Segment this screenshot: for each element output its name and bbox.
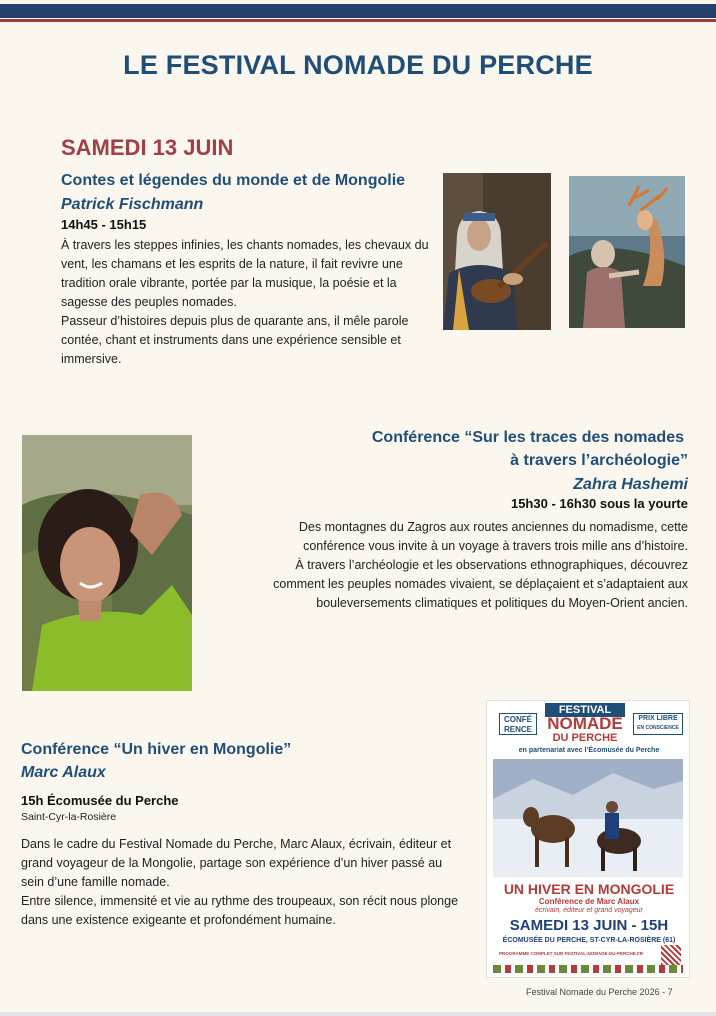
poster-nomade: NOMADE bbox=[547, 714, 623, 733]
event3-title: Conférence “Un hiver en Mongolie” bbox=[21, 741, 292, 758]
event2-line: À travers l’archéologie et les observations ethnographiques, découvrez bbox=[295, 558, 688, 572]
event2-title-line2: à travers l’archéologie” bbox=[510, 452, 688, 469]
portrait-image bbox=[22, 435, 192, 691]
event2-line: conférence vous invite à un voyage à travers trois mille ans d’histoire. bbox=[303, 539, 688, 553]
poster-role: écrivain, éditeur et grand voyageur bbox=[535, 907, 643, 914]
event2-time: 15h30 - 16h30 sous la yourte bbox=[510, 496, 688, 511]
poster-headline: UN HIVER EN MONGOLIE bbox=[503, 881, 675, 897]
event2-line: comment les peuples nomades vivaient, se déplaçaient et s’adaptaient aux bbox=[273, 577, 688, 591]
qr-code-icon bbox=[661, 945, 681, 965]
photo-zahra-hashemi bbox=[22, 435, 192, 691]
event3-line: dans une existence exigeante et profondément humaine. bbox=[21, 913, 336, 927]
event1-line: immersive. bbox=[61, 352, 122, 366]
page-footer: Festival Nomade du Perche 2026 - 7 bbox=[526, 987, 673, 997]
event3-description bbox=[21, 835, 471, 930]
event3-time: 15h Écomusée du Perche bbox=[21, 793, 179, 808]
event2-title-line1: Conférence “Sur les traces des nomades bbox=[371, 429, 684, 446]
poster-program: PROGRAMME COMPLET SUR FESTIVAL-NOMADE-DU-PERCHE.FR bbox=[499, 951, 643, 956]
poster-date: SAMEDI 13 JUIN - 15H bbox=[509, 917, 669, 934]
poster-du-perche: DU PERCHE bbox=[552, 732, 618, 744]
day-heading: SAMEDI 13 JUIN bbox=[61, 135, 234, 160]
event1-line: tradition orale vibrante, portée par la musique, la poésie et la bbox=[61, 276, 397, 290]
poster-badge-conference: CONFÉ RENCE bbox=[499, 713, 537, 735]
page-title: LE FESTIVAL NOMADE DU PERCHE bbox=[123, 50, 593, 80]
event1-line: Passeur d’histoires depuis plus de quarante ans, il mêle parole bbox=[61, 314, 409, 328]
event1-line: vent, les chamans et les esprits de la nature, il fait revivre une bbox=[61, 257, 403, 271]
event1-description bbox=[61, 236, 441, 369]
poster-venue: ÉCOMUSÉE DU PERCHE, ST-CYR-LA-ROSIÈRE (61) bbox=[502, 937, 676, 944]
event3-line: Dans le cadre du Festival Nomade du Perche, Marc Alaux, écrivain, éditeur et bbox=[21, 837, 452, 851]
event2-speaker: Zahra Hashemi bbox=[573, 476, 688, 493]
photo-reindeer-performance bbox=[569, 176, 685, 328]
event1-title: Contes et légendes du monde et de Mongolie bbox=[61, 172, 406, 189]
event1-line: contée, chant et instruments dans une expérience sensible et bbox=[61, 333, 401, 347]
event3-line: Entre silence, immensité et vie au rythme des troupeaux, son récit nous plonge bbox=[21, 894, 459, 908]
event3-line: sein d’une famille nomade. bbox=[21, 875, 170, 889]
event3-place: Saint-Cyr-la-Rosière bbox=[21, 811, 117, 823]
mongolia-horse-image bbox=[493, 759, 683, 877]
event3-line: grand voyageur de la Mongolie, partage son expérience d’un hiver passé au bbox=[21, 856, 443, 870]
poster-festival: FESTIVAL bbox=[545, 703, 625, 717]
event3-speaker: Marc Alaux bbox=[21, 764, 106, 781]
event1-time: 14h45 - 15h15 bbox=[61, 217, 147, 232]
poster-photo bbox=[493, 759, 683, 877]
poster-conference: Conférence de Marc Alaux bbox=[538, 897, 640, 906]
event-poster bbox=[486, 700, 690, 978]
header-accent-line bbox=[0, 19, 716, 22]
event1-speaker: Patrick Fischmann bbox=[61, 196, 204, 213]
poster-badge-prix-libre: PRIX LIBRE EN CONSCIENCE bbox=[633, 713, 683, 735]
event1-line: À travers les steppes infinies, les chants nomades, les chevaux du bbox=[61, 238, 429, 252]
footer-bar bbox=[0, 1012, 716, 1016]
poster-partner: en partenariat avec l’Écomusée du Perche bbox=[518, 747, 660, 754]
reindeer-image bbox=[569, 176, 685, 328]
header-bar bbox=[0, 4, 716, 18]
event2-line: bouleversements climatiques et politiques du Moyen-Orient ancien. bbox=[316, 596, 688, 610]
event2-line: Des montagnes du Zagros aux routes anciennes du nomadisme, cette bbox=[298, 520, 688, 534]
storyteller-image bbox=[443, 173, 551, 330]
photo-patrick-fischmann bbox=[443, 173, 551, 330]
event1-line: sagesse des peuples nomades. bbox=[61, 295, 237, 309]
partner-logos-strip bbox=[493, 965, 683, 973]
event2-description bbox=[250, 518, 688, 613]
